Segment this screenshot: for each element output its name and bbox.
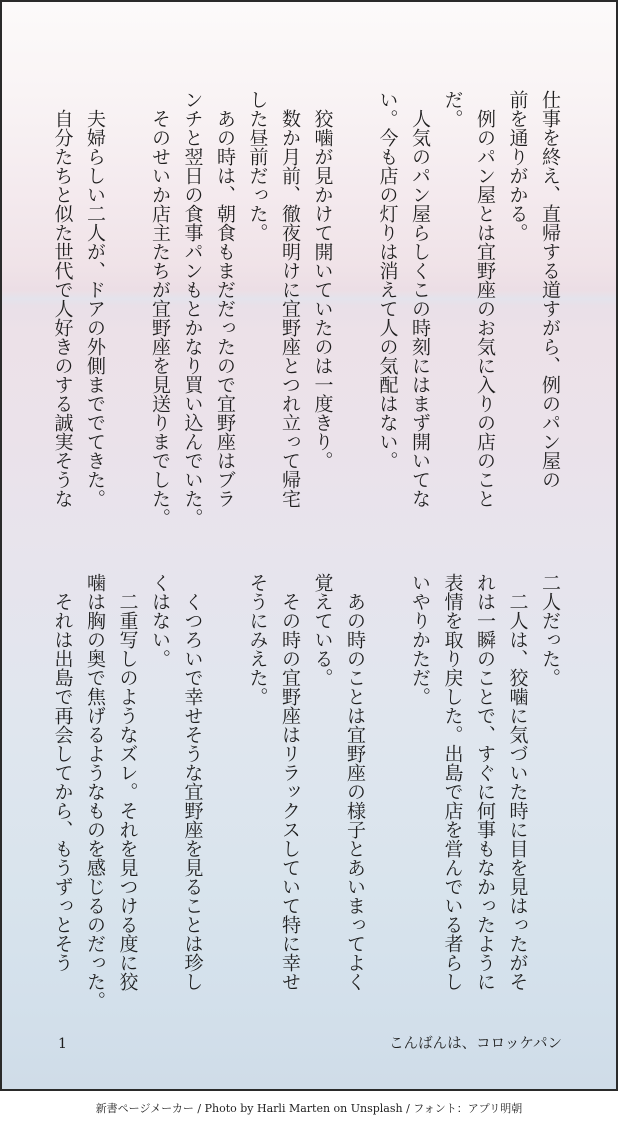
blank-line: [111, 90, 144, 540]
running-title: こんばんは、コロッケパン: [389, 1036, 562, 1052]
text-line: れは一瞬のことで、すぐに何事もなかったように: [474, 573, 496, 991]
text-line: そうにみえた。: [246, 573, 269, 706]
text-line: 二人は、狡噛に気づいた時に目を見はったがそ: [506, 573, 529, 991]
text-line: 狡噛が見かけて開いていたのは一度きり。: [311, 90, 334, 470]
text-line: した昼前だった。: [246, 90, 269, 242]
blank-line: [209, 573, 242, 1023]
text-line: ンチと翌日の食事パンもとかなり買い込んでいた。: [181, 90, 204, 527]
text-line: 噛は胸の奥で焦げるようなものを感じるのだった。: [84, 573, 106, 1010]
upper-text-block: [46, 90, 566, 540]
text-line: 仕事を終え、直帰する道すがら、例のパン屋の: [539, 90, 561, 489]
text-line: 二人だった。: [539, 573, 561, 687]
page-number: 1: [58, 1036, 67, 1052]
text-line: だ。: [441, 90, 464, 128]
lower-text-block: [46, 573, 566, 1023]
credit-line: 新書ページメーカー / Photo by Harli Marten on Unsplash / フォント：アプリ明朝: [95, 1102, 523, 1115]
text-line: くはない。: [149, 573, 171, 668]
text-line: くつろいで幸せそうな宜野座を見ることは珍し: [181, 573, 204, 991]
text-line: 表情を取り戻した。出島で店を営んでいる者らし: [441, 573, 464, 991]
text-line: 人気のパン屋らしくこの時刻にはまず開いてな: [409, 90, 431, 508]
text-line: あの時は、朝食もまだだったので宜野座はブラ: [214, 90, 236, 508]
text-line: い。今も店の灯りは消えて人の気配はない。: [376, 90, 399, 470]
text-line: 自分たちと似た世代で人好きのする誠実そうな: [51, 90, 74, 508]
text-line: 例のパン屋とは宜野座のお気に入りの店のこと: [474, 90, 496, 508]
text-line: それは出島で再会してから、もうずっとそう: [51, 573, 74, 972]
text-line: その時の宜野座はリラックスしていて特に幸せ: [279, 573, 301, 991]
text-line: そのせいか店主たちが宜野座を見送りまでした。: [149, 90, 171, 527]
text-line: 二重写しのようなズレ。それを見つける度に狡: [116, 573, 139, 991]
text-line: 夫婦らしい二人が、ドアの外側まででてきた。: [84, 90, 106, 508]
blank-line: [339, 90, 372, 540]
text-line: 数か月前、徹夜明けに宜野座とつれ立って帰宅: [279, 90, 301, 508]
text-line: あの時のことは宜野座の様子とあいまってよく: [344, 573, 366, 991]
text-line: いやりかただ。: [409, 573, 431, 706]
blank-line: [371, 573, 404, 1023]
text-line: 前を通りがかる。: [506, 90, 529, 242]
text-line: 覚えている。: [311, 573, 334, 687]
